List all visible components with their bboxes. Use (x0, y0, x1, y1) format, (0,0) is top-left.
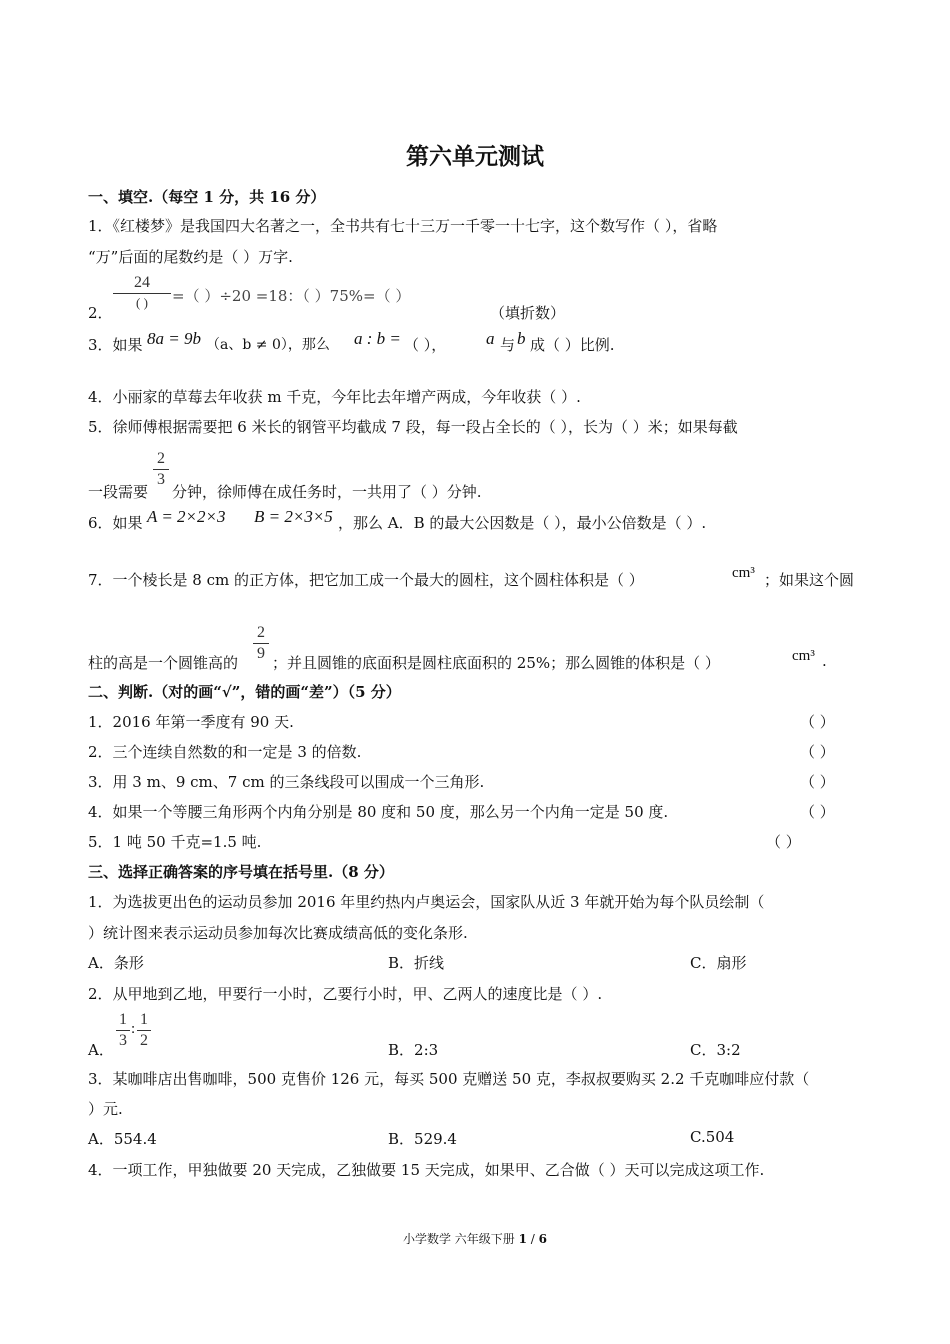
s2-item-4: 4．如果一个等腰三角形两个内角分别是 80 度和 50 度，那么另一个内角一定是 50 度. (88, 803, 669, 821)
s1-q2-equation: =（ ）÷20 =18：（ ）75%=（ ） (172, 287, 411, 305)
footer-course: 小学数学 六年级下册 (402, 1232, 515, 1246)
s3-q2-option-b[interactable]: B．2:3 (388, 1041, 439, 1059)
s1-q3-blank: （ ）， (404, 336, 447, 354)
s1-q7-line1: 7．一个棱长是 8 cm 的正方体，把它加工成一个最大的圆柱，这个圆柱体积是（ ） (88, 571, 644, 589)
fraction-denominator: 3 (119, 1032, 127, 1049)
s2-answer-paren-5[interactable]: （ ） (766, 833, 801, 851)
s3-q2-option-a-label[interactable]: A． (88, 1041, 114, 1059)
s1-q2-prefix: 2． (88, 304, 113, 322)
s3-q1-option-b[interactable]: B．折线 (388, 954, 445, 972)
s1-q7-unit-2: cm³ (792, 648, 815, 664)
s1-q7-unit-1: cm³ (732, 565, 755, 581)
s3-q3-line2: ）元. (88, 1100, 123, 1118)
fraction-numerator: 2 (257, 624, 265, 641)
s3-q1-option-c[interactable]: C．扇形 (690, 954, 747, 972)
s1-q1-line1: 1．《红楼梦》是我国四大名著之一，全书共有七十三万一千零一十七字，这个数写作（ ），省略 (88, 217, 718, 235)
s3-q4: 4．一项工作，甲独做要 20 天完成，乙独做要 15 天完成，如果甲、乙合做（ ）天可以完成这项工作. (88, 1161, 765, 1179)
fraction-denominator: ( ) (136, 295, 148, 310)
s3-q1-line2: ）统计图来表示运动员参加每次比赛成绩高低的变化条形. (88, 924, 468, 942)
s1-q7-line1-end: ；如果这个圆 (764, 571, 855, 589)
s1-q3-condition: （a、b ≠ 0），那么 (206, 337, 330, 353)
s1-q5-line1: 5．徐师傅根据需要把 6 米长的钢管平均截成 7 段，每一段占全长的（ ），长为（ ）米；如果每截 (88, 418, 738, 436)
fraction-bar (116, 1030, 130, 1031)
s1-q3-equation: 8a = 9b (147, 329, 201, 348)
s2-answer-paren-3[interactable]: （ ） (800, 773, 835, 791)
s1-q3-mid: 与 (500, 336, 516, 354)
s1-q6-prefix: 6．如果 (88, 514, 143, 532)
fraction-numerator: 2 (157, 450, 165, 467)
s1-q2-note: （填折数） (490, 304, 566, 322)
s1-q3-var-b: b (517, 329, 526, 348)
s3-q2-option-c[interactable]: C．3:2 (690, 1041, 741, 1059)
s1-q1-line2: “万”后面的尾数约是（ ）万字. (88, 248, 293, 266)
s2-answer-paren-2[interactable]: （ ） (800, 743, 835, 761)
footer-page-number: 1 (518, 1232, 527, 1246)
s2-answer-paren-1[interactable]: （ ） (800, 713, 835, 731)
s1-q7-line2-end: . (822, 652, 827, 670)
s1-q7-line2-pre: 柱的高是一个圆锥高的 (88, 654, 239, 672)
fraction-bar (253, 643, 269, 644)
s3-q2-option-a-fraction-2 (137, 1011, 151, 1050)
s3-q1-option-a[interactable]: A．条形 (88, 954, 144, 972)
s1-q6-A: A = 2×2×3 (147, 507, 226, 526)
footer-page-total: 6 (538, 1232, 548, 1246)
s1-q7-fraction (253, 624, 269, 663)
fraction-numerator: 1 (119, 1011, 127, 1028)
fraction-denominator: 9 (257, 645, 265, 662)
s1-q6-rest: ，那么 A．B 的最大公因数是（ ），最小公倍数是（ ）. (338, 514, 707, 532)
section-3-heading: 三、选择正确答案的序号填在括号里.（8 分） (88, 863, 394, 881)
s2-item-2: 2．三个连续自然数的和一定是 3 的倍数. (88, 743, 362, 761)
page-title: 第六单元测试 (406, 143, 544, 170)
s1-q3-prefix: 3．如果 (88, 336, 143, 354)
s1-q5-line2-post: 分钟，徐师傅在成任务时，一共用了（ ）分钟. (172, 483, 482, 501)
s3-q3-line1: 3．某咖啡店出售咖啡，500 克售价 126 元，每买 500 克赠送 50 克，李叔叔要购买 2.2 千克咖啡应付款（ (88, 1070, 810, 1088)
s1-q3-var-a: a (486, 329, 495, 348)
s1-q3-end: 成（ ）比例. (530, 336, 615, 354)
s1-q6-B: B = 2×3×5 (254, 507, 333, 526)
s3-q2-option-a-fraction-1 (116, 1011, 130, 1050)
fraction-denominator: 2 (140, 1032, 148, 1049)
s3-q1-line1: 1．为选拔更出色的运动员参加 2016 年里约热内卢奥运会，国家队从近 3 年就开始为每个队员绘制（ (88, 893, 765, 911)
fraction-bar (113, 293, 171, 294)
s1-q2-fraction (113, 274, 171, 311)
s1-q5-fraction (153, 450, 169, 489)
page-footer (0, 1230, 950, 1247)
s1-q5-line2-pre: 一段需要 (88, 483, 149, 501)
s1-q4: 4．小丽家的草莓去年收获 m 千克，今年比去年增产两成，今年收获（ ）. (88, 388, 581, 406)
fraction-numerator: 24 (134, 274, 150, 291)
s1-q7-line2-post: ；并且圆锥的底面积是圆柱底面积的 25%；那么圆锥的体积是（ ） (272, 654, 720, 672)
fraction-numerator: 1 (140, 1011, 148, 1028)
s3-q3-option-a[interactable]: A．554.4 (88, 1130, 157, 1148)
s3-q3-option-c[interactable]: C.504 (690, 1128, 735, 1146)
fraction-denominator: 3 (157, 471, 165, 488)
footer-separator: / (526, 1232, 539, 1246)
section-1-heading: 一、填空.（每空 1 分，共 16 分） (88, 188, 326, 206)
s3-q2: 2．从甲地到乙地，甲要行一小时，乙要行小时，甲、乙两人的速度比是（ ）. (88, 985, 603, 1003)
s3-q2-option-a-colon: : (131, 1021, 136, 1037)
s2-answer-paren-4[interactable]: （ ） (800, 803, 835, 821)
s2-item-5: 5．1 吨 50 千克=1.5 吨. (88, 833, 262, 851)
s2-item-3: 3．用 3 m、9 cm、7 cm 的三条线段可以围成一个三角形. (88, 773, 485, 791)
s1-q3-ratio: a : b = (354, 329, 401, 348)
fraction-bar (137, 1030, 151, 1031)
s2-item-1: 1．2016 年第一季度有 90 天. (88, 713, 294, 731)
section-2-heading: 二、判断.（对的画“√”，错的画“差”）（5 分） (88, 683, 401, 701)
s3-q3-option-b[interactable]: B．529.4 (388, 1130, 457, 1148)
fraction-bar (153, 469, 169, 470)
